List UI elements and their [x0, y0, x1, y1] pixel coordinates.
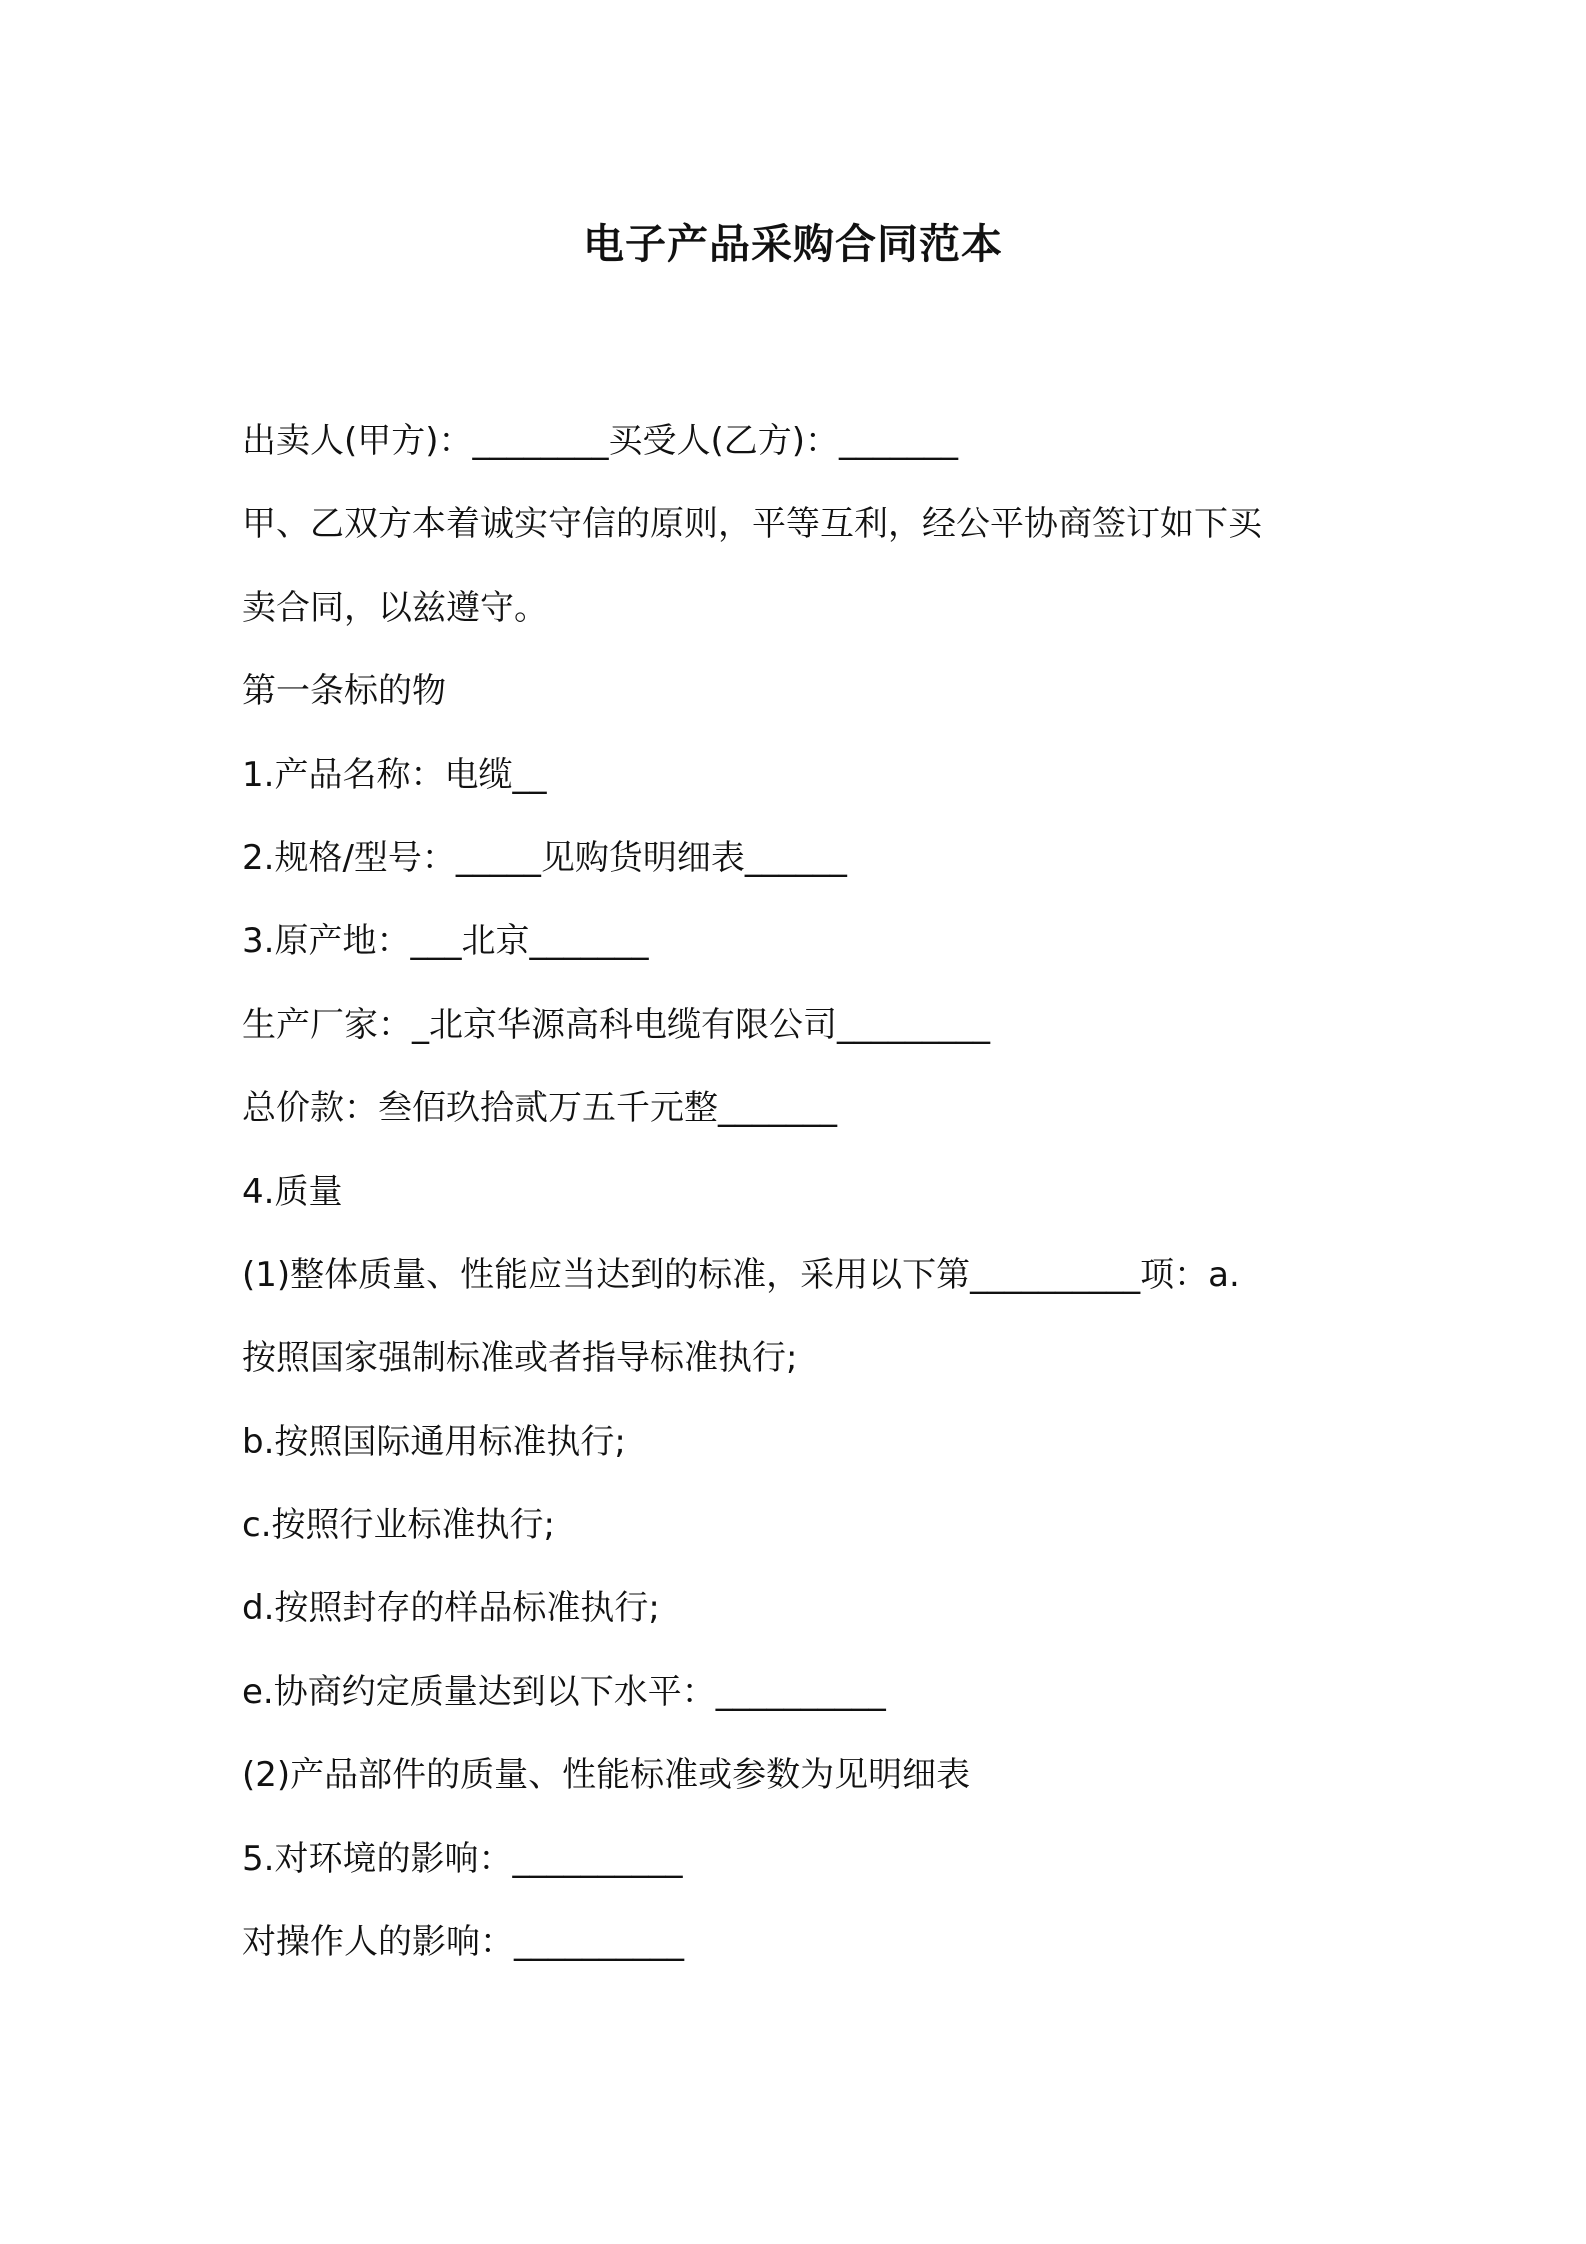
quality-clause-2: (2)产品部件的质量、性能标准或参数为见明细表 — [242, 1755, 971, 1796]
operator-impact-line: 对操作人的影响：__________ — [242, 1922, 684, 1963]
product-name-line: 1.产品名称：电缆__ — [242, 754, 547, 795]
preamble-line-1: 甲、乙双方本着诚实守信的原则，平等互利，经公平协商签订如下买 — [242, 504, 1262, 545]
spec-model-line: 2.规格/型号：_____见购货明细表______ — [242, 837, 847, 878]
article-1-heading: 第一条标的物 — [242, 671, 446, 712]
environment-impact-line: 5.对环境的影响：__________ — [242, 1838, 683, 1879]
quality-heading: 4.质量 — [242, 1171, 343, 1212]
quality-option-e: e.协商约定质量达到以下水平：__________ — [242, 1671, 886, 1712]
quality-option-b: b.按照国际通用标准执行; — [242, 1421, 626, 1462]
manufacturer-line: 生产厂家：_北京华源高科电缆有限公司_________ — [242, 1004, 990, 1045]
party-line: 出卖人(甲方)：________买受人(乙方)：_______ — [242, 421, 959, 461]
quality-clause-1-line-1: (1)整体质量、性能应当达到的标准，采用以下第__________项：a. — [242, 1254, 1240, 1295]
quality-clause-1-line-2: 按照国家强制标准或者指导标准执行; — [242, 1338, 798, 1379]
document-title: 电子产品采购合同范本 — [583, 220, 1003, 268]
total-price-line: 总价款：叁佰玖拾贰万五千元整_______ — [242, 1088, 837, 1129]
preamble-line-2: 卖合同，以兹遵守。 — [242, 587, 548, 628]
origin-line: 3.原产地：___北京_______ — [242, 921, 649, 962]
quality-option-d: d.按照封存的样品标准执行; — [242, 1588, 660, 1629]
quality-option-c: c.按照行业标准执行; — [242, 1505, 555, 1546]
document-body — [242, 406, 1362, 1990]
